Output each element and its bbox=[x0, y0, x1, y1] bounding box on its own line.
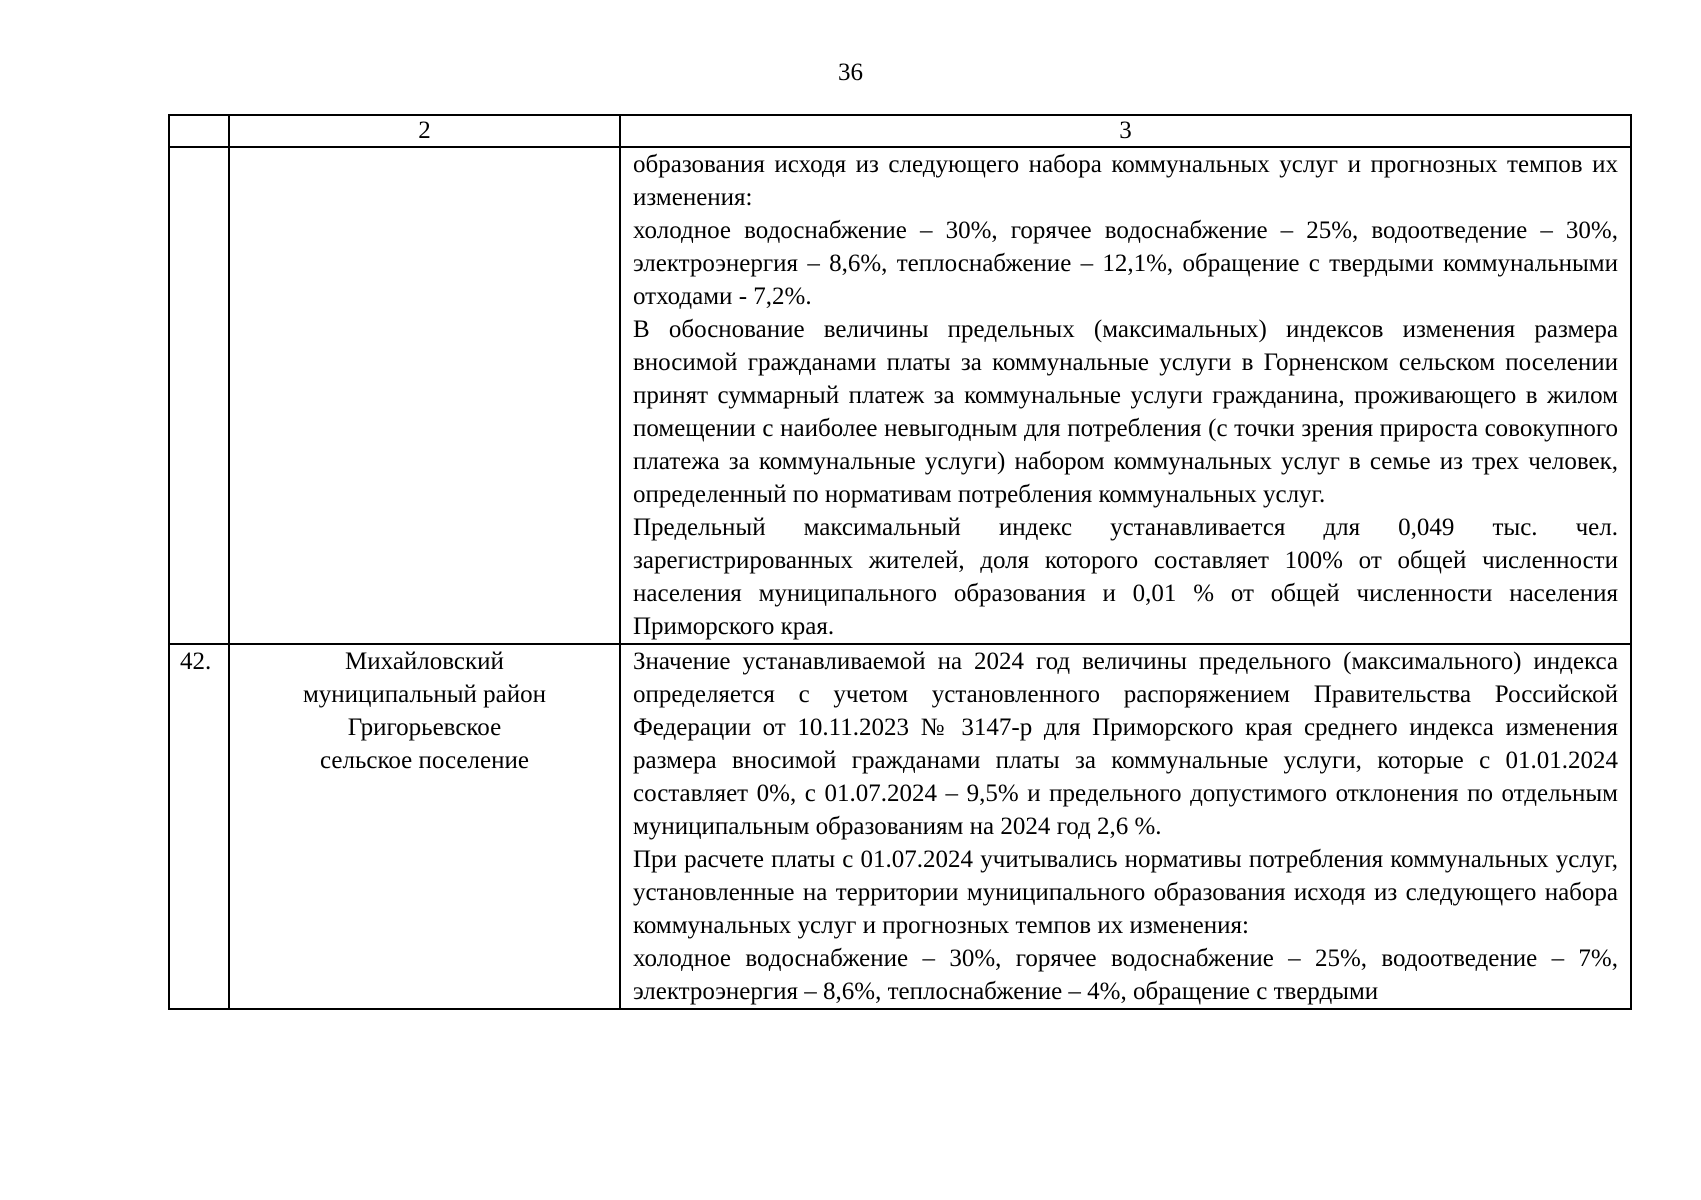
description-cell bbox=[620, 644, 1631, 1009]
paragraph: образования исходя из следующего набора коммунальных услуг и прогнозных темпов их изменения: bbox=[633, 151, 1618, 211]
header-col-1 bbox=[169, 115, 229, 147]
row-number: 42. bbox=[169, 644, 229, 1009]
paragraph: холодное водоснабжение – 30%, горячее водоснабжение – 25%, водоотведение – 30%, электроэнергия – 8,6%, теплоснабжение – 12,1%, обращение с твердыми коммунальными отходами - 7,2%. bbox=[633, 217, 1618, 310]
header-col-2: 2 bbox=[229, 115, 620, 147]
table-header-row bbox=[169, 115, 1631, 147]
description-cell bbox=[620, 147, 1631, 644]
document-table bbox=[168, 114, 1632, 1010]
page-number: 36 bbox=[838, 59, 863, 86]
table-row bbox=[169, 147, 1631, 644]
table-row bbox=[169, 644, 1631, 1009]
row-number bbox=[169, 147, 229, 644]
paragraph: Значение устанавливаемой на 2024 год величины предельного (максимального) индекса определяется с учетом установленного распоряжением Правительства Российской Федерации от 10.11.2023 № 3147-р для Приморского края среднего индекса изменения размера вносимой гражданами платы за коммунальные услуги, которые с 01.01.2024 составляет 0%, с 01.07.2024 – 9,5% и предельного допустимого отклонения по отдельным муниципальным образованиям на 2024 год 2,6 %. bbox=[633, 648, 1618, 840]
paragraph: Предельный максимальный индекс устанавливается для 0,049 тыс. чел. зарегистрированных жителей, доля которого составляет 100% от общей численности населения муниципального образования и 0,01 % от общей численности населения Приморского края. bbox=[633, 514, 1618, 640]
municipality-name bbox=[229, 147, 620, 644]
paragraph: В обоснование величины предельных (максимальных) индексов изменения размера вносимой гражданами платы за коммунальные услуги в Горненском сельском поселении принят суммарный платеж за коммунальные услуги гражданина, проживающего в жилом помещении с наиболее невыгодным для потребления (с точки зрения прироста совокупного платежа за коммунальные услуги) набором коммунальных услуг в семье из трех человек, определенный по нормативам потребления коммунальных услуг. bbox=[633, 316, 1618, 508]
municipality-name-line: Михайловский bbox=[345, 648, 504, 675]
municipality-name-line: сельское поселение bbox=[320, 747, 529, 774]
paragraph: холодное водоснабжение – 30%, горячее водоснабжение – 25%, водоотведение – 7%, электроэнергия – 8,6%, теплоснабжение – 4%, обращение с твердыми bbox=[633, 945, 1618, 1005]
header-col-3: 3 bbox=[620, 115, 1631, 147]
municipality-name bbox=[229, 644, 620, 1009]
paragraph: При расчете платы с 01.07.2024 учитывались нормативы потребления коммунальных услуг, установленные на территории муниципального образования исходя из следующего набора коммунальных услуг и прогнозных темпов их изменения: bbox=[633, 846, 1618, 939]
municipality-name-line: муниципальный район bbox=[302, 681, 547, 708]
municipality-name-line: Григорьевское bbox=[347, 714, 502, 741]
